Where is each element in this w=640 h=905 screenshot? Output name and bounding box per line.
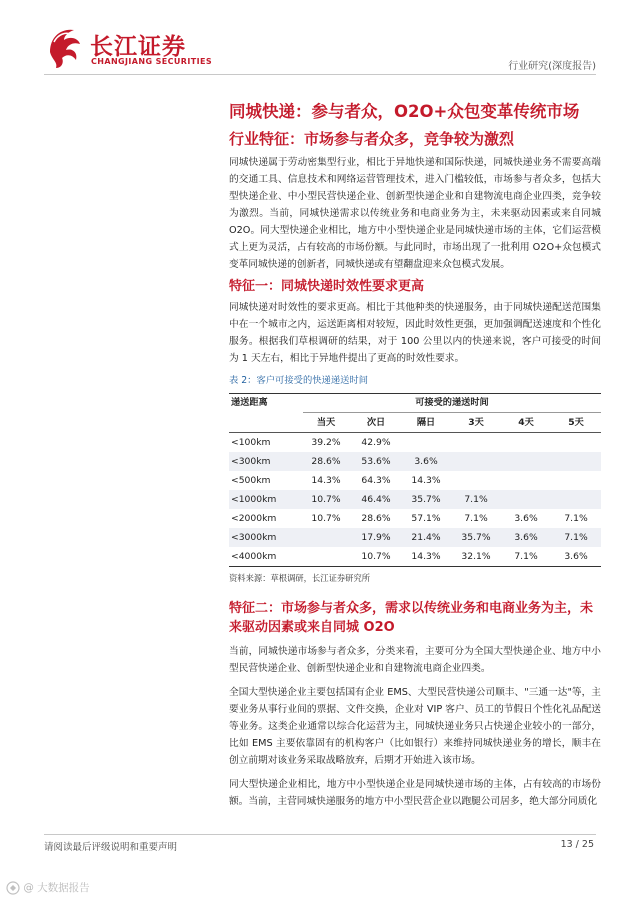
column-header: 4天	[518, 417, 534, 428]
table-cell: 10.7%	[311, 513, 341, 524]
column-header: 5天	[568, 417, 584, 428]
column-header: 隔日	[416, 417, 436, 428]
table-row	[229, 452, 601, 471]
company-logo	[44, 22, 214, 72]
table-cell	[551, 433, 601, 452]
feature1-paragraph: 同城快递对时效性的要求更高。相比于其他种类的快递服务，由于同城快递配送范围集中在一个城市之内，运送距离相对较短，因此时效性更强，更加强调配送速度和个性化服务。根据我们草根调研的结果，对于 100 公里以内的快递来说，客户可接受的时间为 1 天左右，相比于异地件提出了更高的时效性要求。	[229, 302, 601, 364]
table-cell: 7.1%	[464, 494, 488, 505]
table-cell	[301, 528, 351, 547]
table-cell: 3.6%	[514, 513, 538, 524]
table-row	[229, 547, 601, 566]
row-label: <2000km	[231, 513, 277, 524]
table-cell: 53.6%	[361, 456, 391, 467]
table-source-note: 资料来源：草根调研，长江证券研究所	[229, 573, 371, 583]
table-cell	[501, 433, 551, 452]
table-caption: 表 2：客户可接受的快递递送时间	[229, 375, 369, 386]
table-cell: 7.1%	[564, 532, 588, 543]
feature2-heading: 特征二：市场参与者众多，需求以传统业务和电商业务为主，未来驱动因素或来自同城 O2O	[229, 601, 594, 635]
table-cell	[401, 433, 451, 452]
table-cell: 3.6%	[414, 456, 438, 467]
header-divider	[44, 74, 596, 75]
table-cell: 35.7%	[461, 532, 491, 543]
feature2-paragraph-1: 当前，同城快递市场参与者众多，分类来看，主要可分为全国大型快递企业、地方中小型民营快递企业、创新型快递企业和自建物流电商企业四类。	[229, 646, 601, 674]
row-label: <3000km	[231, 532, 277, 543]
feature2-paragraph-2: 全国大型快递企业主要包括国有企业 EMS、大型民营快递公司顺丰、"三通一达"等，主要业务从事行业间的票据、文件交换，企业对 VIP 客户、员工的节假日个性化礼品配送等业务。这类企业通常以综合化运营为主，同城快递业务只占快递企业较小的一部分，比如 EMS 主要依靠固有的机构客户（比如银行）来维持同城快递业务的增长，顺丰在创立前期对该业务采取战略放弃，后期才开始进入该市场。	[229, 687, 601, 766]
table-cell: 7.1%	[564, 513, 588, 524]
table-group-header: 可接受的递送时间	[303, 394, 601, 413]
table-cell: 35.7%	[411, 494, 441, 505]
column-header: 次日	[366, 417, 386, 428]
table-cell: 14.3%	[311, 475, 341, 486]
table-cell: 10.7%	[361, 551, 391, 562]
page-number: 13 / 25	[560, 839, 594, 850]
table-cell: 28.6%	[311, 456, 341, 467]
table-header-group-row	[229, 394, 601, 413]
table-row	[229, 509, 601, 528]
column-header: 3天	[468, 417, 484, 428]
feature1-heading: 特征一：同城快递时效性要求更高	[229, 279, 425, 294]
watermark-logo-icon	[6, 881, 20, 895]
table-cell	[551, 471, 601, 490]
table-row	[229, 471, 601, 490]
feature2-paragraph-3: 同大型快递企业相比，地方中小型快递企业是同城快递市场的主体，占有较高的市场份额。当前，主营同城快递服务的地方中小型民营企业以跑腿公司居多，绝大部分同质化	[229, 779, 601, 807]
table-row	[229, 433, 601, 452]
footer-divider	[44, 834, 596, 835]
table-cell	[451, 471, 501, 490]
report-type-label: 行业研究(深度报告)	[508, 61, 596, 72]
table-cell	[551, 452, 601, 471]
table-cell: 3.6%	[514, 532, 538, 543]
table-cell: 14.3%	[411, 551, 441, 562]
table-cell	[451, 433, 501, 452]
column-header: 当天	[316, 417, 336, 428]
table-cell: 28.6%	[361, 513, 391, 524]
table-row-header: 递送距离	[231, 397, 268, 408]
table-row	[229, 528, 601, 547]
watermark	[6, 880, 90, 895]
table-row	[229, 490, 601, 509]
row-label: <1000km	[231, 494, 277, 505]
table-cell	[551, 490, 601, 509]
table-cell	[301, 547, 351, 566]
table-cell: 39.2%	[311, 437, 341, 448]
row-label: <300km	[231, 456, 271, 467]
delivery-time-table	[229, 393, 601, 567]
table-cell	[501, 452, 551, 471]
table-cell: 10.7%	[311, 494, 341, 505]
watermark-text: @ 大数据报告	[23, 882, 90, 894]
table-cell: 3.6%	[564, 551, 588, 562]
table-cell: 46.4%	[361, 494, 391, 505]
row-label: <4000km	[231, 551, 277, 562]
table-cell: 7.1%	[514, 551, 538, 562]
dragon-logo-icon	[44, 22, 84, 70]
table-body	[229, 433, 601, 566]
table-cell: 21.4%	[411, 532, 441, 543]
table-cell	[451, 452, 501, 471]
disclaimer-link: 请阅读最后评级说明和重要声明	[44, 842, 178, 853]
table-cell: 42.9%	[361, 437, 391, 448]
page-header	[0, 0, 640, 78]
table-cell: 17.9%	[361, 532, 391, 543]
table-cell	[501, 471, 551, 490]
table-cell: 64.3%	[361, 475, 391, 486]
table-cell: 57.1%	[411, 513, 441, 524]
logo-chinese-name: 长江证券	[90, 34, 186, 60]
section-subtitle: 行业特征：市场参与者众多，竞争较为激烈	[229, 130, 515, 148]
table-cell: 32.1%	[461, 551, 491, 562]
section-title: 同城快递：参与者众，O2O+众包变革传统市场	[229, 102, 580, 121]
table-cell	[501, 490, 551, 509]
table-column-header-row	[229, 413, 601, 433]
intro-paragraph: 同城快递属于劳动密集型行业，相比于异地快递和国际快递，同城快递业务不需要高端的交通工具、信息技术和网络运营管理技术，进入门槛较低，市场参与者众多，包括大型快递企业、中小型民营快递企业、创新型快递企业和自建物流电商企业四类，竞争较为激烈。当前，同城快递需求以传统业务和电商业务为主，未来驱动因素或来自同城O2O。同大型快递企业相比，地方中小型快递企业是同城快递市场的主体，它们运营模式上更为灵活，占有较高的市场份额。与此同时，市场出现了一批利用 O2O+众包模式变革同城快递的创新者，同城快递或有望翻盘迎来众包模式发展。	[229, 157, 601, 270]
table-cell: 7.1%	[464, 513, 488, 524]
row-label: <500km	[231, 475, 271, 486]
logo-english-name: CHANGJIANG SECURITIES	[91, 57, 213, 66]
main-content	[229, 101, 601, 810]
row-label: <100km	[231, 437, 271, 448]
table-cell: 14.3%	[411, 475, 441, 486]
